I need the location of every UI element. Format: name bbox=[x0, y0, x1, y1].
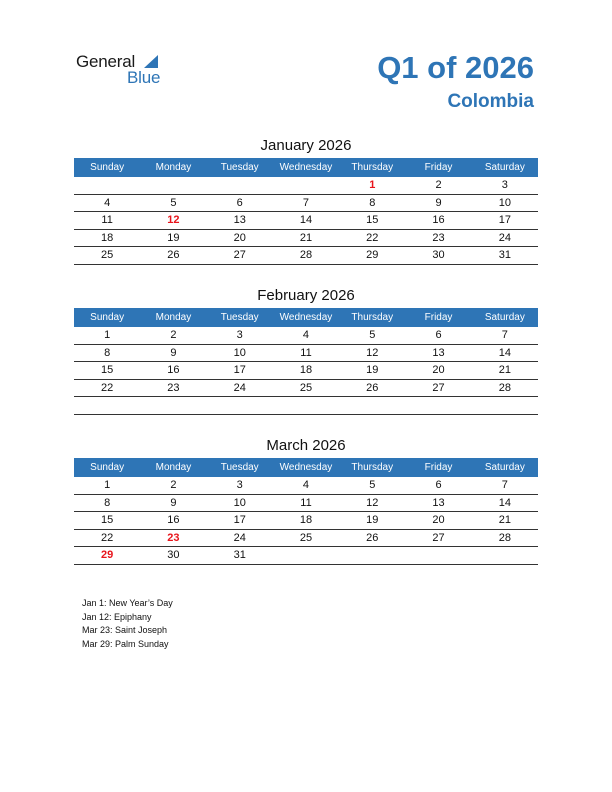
week-row bbox=[74, 327, 538, 345]
day-cell: 20 bbox=[432, 364, 445, 376]
day-cell: 4 bbox=[302, 479, 310, 491]
weekday-label: Wednesday bbox=[279, 162, 333, 173]
day-cell: 2 bbox=[435, 179, 442, 191]
day-cell: 1 bbox=[104, 479, 111, 491]
holiday-note: Mar 29: Palm Sunday bbox=[82, 638, 169, 649]
day-cell bbox=[405, 397, 471, 414]
day-cell: 26 bbox=[167, 249, 180, 261]
weekday-header bbox=[74, 458, 538, 477]
day-cell: 28 bbox=[498, 531, 511, 544]
day-cell: 5 bbox=[369, 479, 376, 491]
weekday-label: Thursday bbox=[351, 162, 394, 173]
weekday-label: Sunday bbox=[90, 312, 125, 323]
day-cell bbox=[472, 547, 538, 564]
day-cell: 24 bbox=[233, 381, 246, 394]
day-cell: 28 bbox=[498, 381, 511, 394]
day-cell: 19 bbox=[167, 231, 180, 244]
day-cell: 7 bbox=[501, 479, 508, 491]
day-cell: 6 bbox=[236, 196, 243, 209]
weekday-label: Tuesday bbox=[220, 162, 259, 173]
day-cell: 10 bbox=[233, 346, 246, 359]
day-cell: 26 bbox=[366, 381, 379, 394]
holiday-date: 23 bbox=[167, 531, 180, 544]
day-cell: 18 bbox=[101, 231, 114, 244]
holiday-date: 12 bbox=[167, 214, 180, 226]
day-cell: 25 bbox=[299, 381, 313, 394]
day-cell: 12 bbox=[366, 496, 379, 509]
week-row bbox=[74, 195, 538, 213]
week-row bbox=[74, 512, 538, 530]
page-title: Q1 of 2026 bbox=[377, 50, 534, 85]
week-row bbox=[74, 362, 538, 380]
weekday-label: Tuesday bbox=[220, 462, 259, 473]
day-cell: 2 bbox=[170, 479, 177, 491]
day-cell: 21 bbox=[498, 364, 511, 376]
day-cell: 6 bbox=[435, 479, 442, 491]
month-calendar bbox=[74, 136, 538, 265]
day-cell: 25 bbox=[101, 249, 114, 261]
day-cell: 13 bbox=[432, 496, 445, 509]
week-row bbox=[74, 177, 538, 195]
week-row bbox=[74, 530, 538, 548]
day-cell: 8 bbox=[104, 496, 111, 509]
day-cell bbox=[273, 397, 339, 414]
weekday-label: Monday bbox=[155, 462, 192, 473]
day-cell: 13 bbox=[233, 214, 246, 226]
day-cell: 10 bbox=[498, 196, 511, 209]
day-cell: 1 bbox=[104, 329, 111, 341]
day-cell: 30 bbox=[167, 549, 180, 561]
logo-triangle-icon bbox=[144, 55, 158, 68]
day-cell: 16 bbox=[167, 514, 180, 526]
month-calendar bbox=[74, 436, 538, 565]
month-title: February 2026 bbox=[257, 287, 355, 304]
day-cell: 28 bbox=[299, 249, 313, 261]
weekday-label: Saturday bbox=[484, 462, 525, 473]
weekday-label: Friday bbox=[424, 462, 453, 473]
day-cell: 21 bbox=[498, 514, 511, 526]
day-cell: 11 bbox=[101, 214, 113, 226]
generalblue-logo bbox=[76, 52, 186, 88]
day-cell bbox=[339, 397, 405, 414]
day-cell: 21 bbox=[299, 231, 313, 244]
day-cell: 29 bbox=[366, 249, 379, 261]
day-cell: 14 bbox=[498, 346, 511, 359]
weekday-label: Monday bbox=[155, 162, 192, 173]
week-row bbox=[74, 345, 538, 363]
day-cell: 27 bbox=[233, 249, 246, 261]
month-calendar bbox=[74, 286, 538, 415]
day-cell: 9 bbox=[170, 496, 177, 509]
weekday-label: Thursday bbox=[351, 462, 394, 473]
day-cell: 17 bbox=[498, 214, 511, 226]
week-row bbox=[74, 495, 538, 513]
holiday-note: Jan 1: New Year’s Day bbox=[82, 598, 173, 608]
week-row bbox=[74, 547, 538, 565]
logo-general-text: General bbox=[76, 52, 136, 71]
day-cell: 13 bbox=[432, 346, 445, 359]
day-cell: 12 bbox=[366, 346, 379, 359]
weekday-label: Friday bbox=[424, 162, 453, 173]
day-cell: 20 bbox=[233, 231, 246, 244]
day-cell: 22 bbox=[366, 231, 379, 244]
day-cell: 11 bbox=[300, 346, 312, 359]
day-cell: 26 bbox=[366, 531, 379, 544]
day-cell: 15 bbox=[101, 514, 114, 526]
week-row bbox=[74, 212, 538, 230]
day-cell: 22 bbox=[101, 531, 114, 544]
holiday-note: Mar 23: Saint Joseph bbox=[82, 625, 168, 635]
day-cell bbox=[472, 397, 538, 414]
day-cell: 11 bbox=[300, 496, 312, 509]
day-cell: 6 bbox=[435, 329, 442, 341]
day-cell bbox=[207, 177, 273, 194]
day-cell: 7 bbox=[501, 329, 508, 341]
day-cell: 27 bbox=[432, 381, 445, 394]
day-cell: 3 bbox=[501, 179, 508, 191]
weekday-label: Saturday bbox=[484, 162, 525, 173]
day-cell bbox=[273, 177, 339, 194]
week-row bbox=[74, 247, 538, 265]
country-subtitle: Colombia bbox=[447, 91, 534, 112]
weekday-label: Saturday bbox=[484, 312, 525, 323]
day-cell: 22 bbox=[101, 381, 114, 394]
day-cell: 16 bbox=[432, 214, 445, 226]
day-cell: 3 bbox=[236, 479, 243, 491]
weekday-label: Tuesday bbox=[220, 312, 259, 323]
day-cell: 18 bbox=[299, 514, 313, 526]
day-cell: 5 bbox=[369, 329, 376, 341]
day-cell bbox=[339, 547, 405, 564]
day-cell bbox=[140, 397, 206, 414]
weekday-header bbox=[74, 158, 538, 177]
week-row bbox=[74, 477, 538, 495]
day-cell bbox=[74, 177, 140, 194]
day-cell: 8 bbox=[104, 346, 111, 359]
holiday-date: 29 bbox=[101, 549, 114, 561]
day-cell: 9 bbox=[435, 196, 442, 209]
day-cell bbox=[74, 397, 140, 414]
day-cell: 19 bbox=[366, 364, 379, 376]
weekday-label: Wednesday bbox=[279, 312, 333, 323]
week-row bbox=[74, 230, 538, 248]
day-cell: 9 bbox=[170, 346, 177, 359]
day-cell bbox=[140, 177, 206, 194]
holiday-date: 1 bbox=[369, 179, 376, 191]
day-cell: 7 bbox=[302, 196, 310, 209]
day-cell: 15 bbox=[366, 214, 379, 226]
week-row bbox=[74, 397, 538, 415]
day-cell: 24 bbox=[233, 531, 246, 544]
logo-blue-text: Blue bbox=[127, 68, 161, 87]
day-cell: 2 bbox=[170, 329, 177, 341]
day-cell bbox=[405, 547, 471, 564]
weekday-label: Friday bbox=[424, 312, 453, 323]
day-cell: 31 bbox=[498, 249, 511, 261]
weekday-label: Thursday bbox=[351, 312, 394, 323]
weekday-label: Sunday bbox=[90, 462, 125, 473]
month-title: January 2026 bbox=[260, 137, 352, 154]
week-row bbox=[74, 380, 538, 398]
day-cell: 24 bbox=[498, 231, 511, 244]
day-cell: 23 bbox=[167, 381, 180, 394]
day-cell: 25 bbox=[299, 531, 313, 544]
day-cell: 4 bbox=[104, 196, 111, 209]
day-cell: 14 bbox=[498, 496, 511, 509]
day-cell: 19 bbox=[366, 514, 379, 526]
day-cell: 17 bbox=[233, 514, 246, 526]
day-cell: 18 bbox=[299, 364, 313, 376]
day-cell bbox=[273, 547, 339, 564]
day-cell: 17 bbox=[233, 364, 246, 376]
day-cell: 16 bbox=[167, 364, 180, 376]
day-cell: 20 bbox=[432, 514, 445, 526]
day-cell: 3 bbox=[236, 329, 243, 341]
day-cell: 10 bbox=[233, 496, 246, 509]
day-cell: 14 bbox=[299, 214, 313, 226]
weekday-label: Sunday bbox=[90, 162, 125, 173]
day-cell: 31 bbox=[233, 549, 246, 561]
day-cell bbox=[207, 397, 273, 414]
weekday-header bbox=[74, 308, 538, 327]
day-cell: 5 bbox=[170, 196, 177, 209]
day-cell: 8 bbox=[369, 196, 376, 209]
weekday-label: Wednesday bbox=[279, 462, 333, 473]
holiday-notes bbox=[82, 597, 173, 651]
day-cell: 15 bbox=[101, 364, 114, 376]
holiday-note: Jan 12: Epiphany bbox=[82, 611, 152, 622]
day-cell: 23 bbox=[432, 231, 445, 244]
weekday-label: Monday bbox=[155, 312, 192, 323]
day-cell: 30 bbox=[432, 249, 445, 261]
day-cell: 4 bbox=[302, 329, 310, 341]
month-title: March 2026 bbox=[266, 437, 346, 454]
day-cell: 27 bbox=[432, 531, 445, 544]
